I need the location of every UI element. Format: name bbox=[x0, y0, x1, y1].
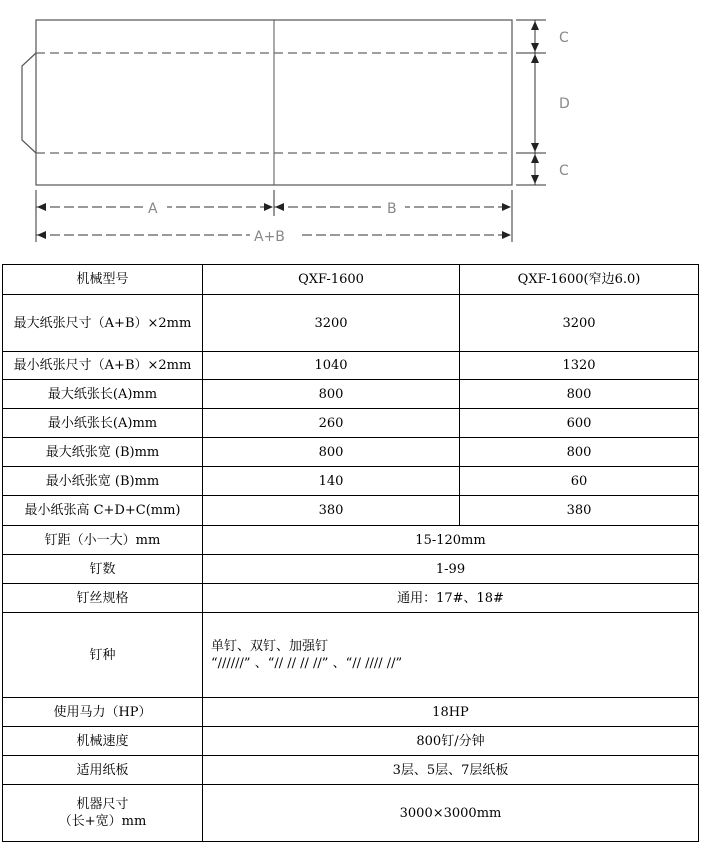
row-label: 最小纸张长(A)mm bbox=[3, 409, 203, 438]
row-value-1: 3200 bbox=[203, 295, 460, 352]
row-value-1: 260 bbox=[203, 409, 460, 438]
row-value-merged: 3层、5层、7层纸板 bbox=[203, 756, 699, 785]
table-row bbox=[3, 380, 699, 409]
header-model-2: QXF-1600(窄边6.0) bbox=[460, 265, 699, 295]
nail-type-line-2: “//////” 、“// // // //” 、“// //// //” bbox=[211, 656, 403, 671]
row-label: 钉距（小一大）mm bbox=[3, 526, 203, 555]
row-label: 使用马力（HP） bbox=[3, 698, 203, 727]
table-row bbox=[3, 496, 699, 526]
row-label: 最小纸张尺寸（A+B）×2mm bbox=[3, 352, 203, 380]
glue-flap bbox=[22, 53, 36, 153]
row-value-1: 800 bbox=[203, 438, 460, 467]
table-row bbox=[3, 584, 699, 613]
box-dimension-diagram bbox=[0, 0, 701, 262]
table-row bbox=[3, 352, 699, 380]
row-value-2: 800 bbox=[460, 380, 699, 409]
row-value-merged: 1-99 bbox=[203, 555, 699, 584]
table-row bbox=[3, 756, 699, 785]
header-label: 机械型号 bbox=[3, 265, 203, 295]
arrow-b-left bbox=[275, 203, 284, 211]
row-value-2: 800 bbox=[460, 438, 699, 467]
arrow-d-lower bbox=[531, 143, 539, 152]
row-label: 最大纸张宽 (B)mm bbox=[3, 438, 203, 467]
row-label: 最小纸张宽 (B)mm bbox=[3, 467, 203, 496]
row-value-2: 380 bbox=[460, 496, 699, 526]
arrow-c-top-lower bbox=[531, 43, 539, 52]
row-label: 钉丝规格 bbox=[3, 584, 203, 613]
label-c-top: C bbox=[559, 30, 569, 46]
nail-type-value bbox=[203, 613, 699, 698]
table-row bbox=[3, 555, 699, 584]
table-row bbox=[3, 295, 699, 352]
label-d: D bbox=[559, 96, 570, 112]
row-value-1: 800 bbox=[203, 380, 460, 409]
table-row bbox=[3, 409, 699, 438]
row-value-2: 1320 bbox=[460, 352, 699, 380]
header-model-1: QXF-1600 bbox=[203, 265, 460, 295]
machine-size-label-line-1: 机器尺寸 bbox=[76, 797, 129, 812]
arrow-a-left bbox=[37, 203, 46, 211]
row-value-1: 140 bbox=[203, 467, 460, 496]
arrow-c-bottom-lower bbox=[531, 175, 539, 184]
row-value-merged: 18HP bbox=[203, 698, 699, 727]
machine-size-value: 3000×3000mm bbox=[203, 785, 699, 842]
nail-type-label: 钉种 bbox=[3, 613, 203, 698]
table-row bbox=[3, 467, 699, 496]
row-value-merged: 15-120mm bbox=[203, 526, 699, 555]
table-row bbox=[3, 526, 699, 555]
arrow-c-bottom-upper bbox=[531, 154, 539, 163]
row-value-merged: 通用：17#、18# bbox=[203, 584, 699, 613]
header-row bbox=[3, 265, 699, 295]
arrow-a-right bbox=[264, 203, 273, 211]
arrow-c-top-upper bbox=[531, 21, 539, 30]
label-a-plus-b: A+B bbox=[254, 229, 285, 245]
table-row bbox=[3, 785, 699, 842]
nail-type-line-1: 单钉、双钉、加强钉 bbox=[211, 639, 329, 654]
row-value-merged: 800钉/分钟 bbox=[203, 727, 699, 756]
row-value-1: 380 bbox=[203, 496, 460, 526]
machine-size-label bbox=[3, 785, 203, 842]
row-label: 最小纸张高 C+D+C(mm) bbox=[3, 496, 203, 526]
row-label: 适用纸板 bbox=[3, 756, 203, 785]
table-row bbox=[3, 438, 699, 467]
arrow-b-right bbox=[502, 203, 511, 211]
label-c-bottom: C bbox=[559, 163, 569, 179]
row-value-2: 3200 bbox=[460, 295, 699, 352]
row-label: 机械速度 bbox=[3, 727, 203, 756]
row-label: 最大纸张长(A)mm bbox=[3, 380, 203, 409]
table-row bbox=[3, 727, 699, 756]
row-label: 钉数 bbox=[3, 555, 203, 584]
machine-size-label-line-2: （长+宽）mm bbox=[58, 814, 147, 829]
arrow-ab-right bbox=[502, 231, 511, 239]
label-a: A bbox=[148, 201, 158, 217]
row-value-2: 600 bbox=[460, 409, 699, 438]
row-value-1: 1040 bbox=[203, 352, 460, 380]
row-value-2: 60 bbox=[460, 467, 699, 496]
table-row bbox=[3, 698, 699, 727]
row-label: 最大纸张尺寸（A+B）×2mm bbox=[3, 295, 203, 352]
arrow-ab-left bbox=[37, 231, 46, 239]
spec-table bbox=[2, 264, 699, 842]
arrow-d-upper bbox=[531, 54, 539, 63]
table-row bbox=[3, 613, 699, 698]
label-b: B bbox=[387, 201, 397, 217]
